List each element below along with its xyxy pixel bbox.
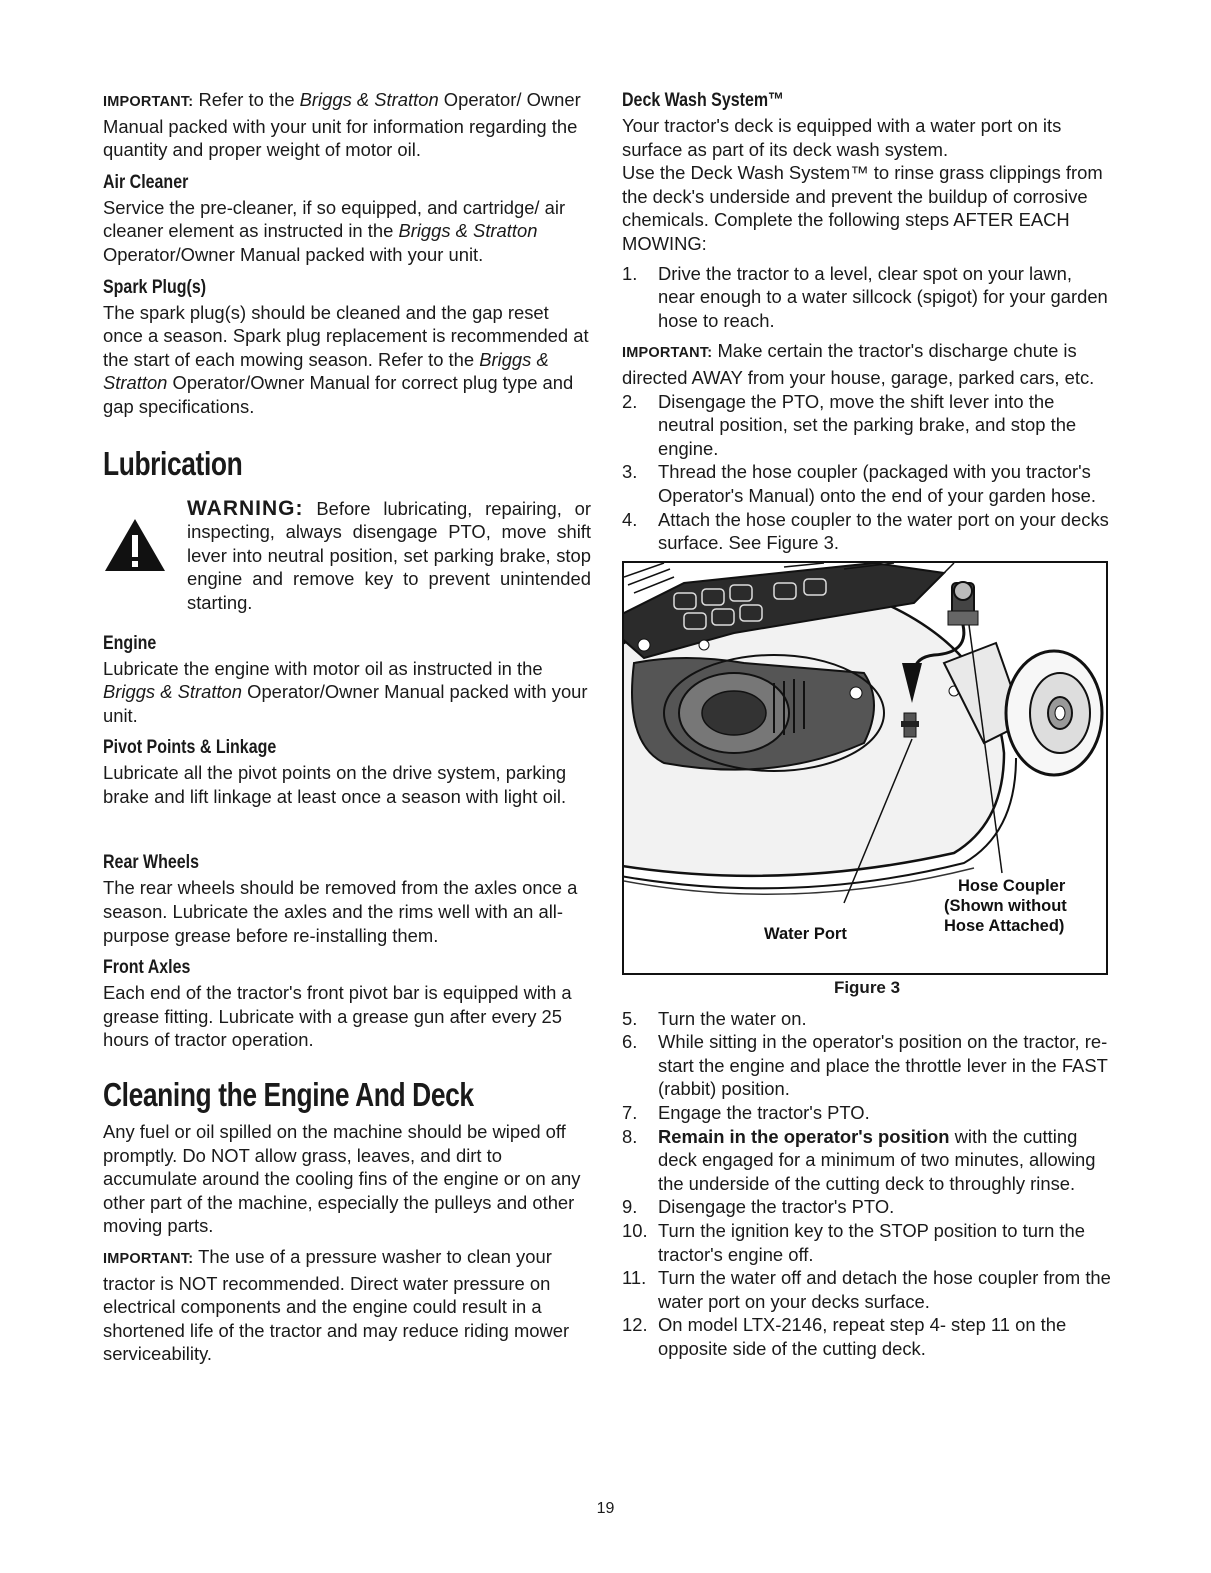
steps-list-2 [622,390,1112,555]
heading-pivot-points: Pivot Points & Linkage [103,736,277,759]
important-label: IMPORTANT: [103,1251,194,1267]
warning-triangle-icon [103,517,167,573]
heading-cleaning: Cleaning the Engine And Deck [103,1076,474,1114]
list-item: 7. Engage the tractor's PTO. [622,1102,870,1124]
label-water-port: Water Port [764,924,847,943]
warning-box [103,497,591,615]
heading-rear-wheels: Rear Wheels [103,851,199,874]
page-number: 19 [596,1500,615,1517]
air-cleaner-text: Service the pre-cleaner, if so equipped, and cartridge/ air cleaner element as instructed in the Briggs & Stratton Operator/Owner Manual packed with your unit. [103,196,566,265]
list-item: 3. Thread the hose coupler (packaged with you tractor's Operator's Manual) onto the end of your garden hose. [622,461,1097,506]
steps-list-1 [622,262,1112,333]
figure-caption: Figure 3 [833,977,901,997]
deck-wash-text-1: Your tractor's deck is equipped with a water port on its surface as part of its deck wash system. [622,115,1062,160]
important-label: IMPORTANT: [622,345,713,362]
spark-plug-text: The spark plug(s) should be cleaned and the gap reset once a season. Spark plug replacement is recommended at the start of each mowing season. Refer to the Briggs & Stratton Operator/Owner Manual for correct plug type and gap specifications. [103,301,589,417]
important-label: IMPORTANT: [103,94,194,110]
warning-text: WARNING: Before lubricating, repairing, or inspecting, always disengage PTO, move shift lever into neutral position, set parking brake, stop engine and remove key to prevent unintended starting. [187,496,591,613]
list-item: 12. On model LTX-2146, repeat step 4- step 11 on the opposite side of the cutting deck. [622,1314,1067,1359]
label-hose-coupler-1: Hose Coupler [958,876,1066,895]
deck-wash-text-2: Use the Deck Wash System™ to rinse grass clippings from the deck's underside and prevent the buildup of corrosive chemicals. Complete the following steps AFTER EACH MOWING: [622,162,1103,254]
pivot-text: Lubricate all the pivot points on the drive system, parking brake and lift linkage at least once a season with light oil. [103,762,567,807]
important-note-pressure-washer: IMPORTANT: The use of a pressure washer to clean your tractor is NOT recommended. Direct water pressure on electrical components and the engine could result in a shortened life of the tractor and may reduce riding mower serviceability. [103,1246,570,1365]
important-note-discharge: IMPORTANT: Make certain the tractor's discharge chute is directed AWAY from your house, garage, parked cars, etc. [622,340,1095,388]
list-item: 10. Turn the ignition key to the STOP position to turn the tractor's engine off. [622,1220,1085,1265]
heading-lubrication: Lubrication [103,444,243,482]
list-item: 11. Turn the water off and detach the hose coupler from the water port on your decks surface. [622,1267,1111,1312]
label-hose-coupler-2: (Shown without [944,896,1067,915]
label-hose-coupler-3: Hose Attached) [944,916,1065,935]
important-note-oil: IMPORTANT: Refer to the Briggs & Stratton Operator/ Owner Manual packed with your unit for information regarding the quantity and proper weight of motor oil. [103,89,581,161]
rear-wheels-text: The rear wheels should be removed from the axles once a season. Lubricate the axles and the rims well with an all-purpose grease before re-installing them. [103,877,578,946]
cleaning-text: Any fuel or oil spilled on the machine should be wiped off promptly. Do NOT allow grass, leaves, and dirt to accumulate around the cooling fins of the engine or on any other part of the machine, especially the pulleys and other moving parts. [103,1121,581,1237]
heading-spark-plug: Spark Plug(s) [103,275,207,298]
front-axles-text: Each end of the tractor's front pivot bar is equipped with a grease fitting. Lubricate with a grease gun after every 25 hours of tractor operation. [103,982,572,1051]
heading-front-axles: Front Axles [103,956,191,979]
list-item: 6. While sitting in the operator's position on the tractor, re-start the engine and place the throttle lever in the FAST (rabbit) position. [622,1031,1108,1100]
list-item: 9. Disengage the tractor's PTO. [622,1196,895,1218]
list-item: 2. Disengage the PTO, move the shift lever into the neutral position, set the parking brake, and stop the engine. [622,390,1077,459]
steps-list-3 [622,1007,1112,1361]
engine-text: Lubricate the engine with motor oil as instructed in the Briggs & Stratton Operator/Owner Manual packed with your unit. [103,657,588,726]
list-item: 5. Turn the water on. [622,1007,807,1029]
list-item: 8. Remain in the operator's position with the cutting deck engaged for a minimum of two minutes, allowing the underside of the cutting deck to throughly rinse. [622,1125,1096,1194]
right-column [622,88,1112,1361]
figure-3-illustration [622,561,1108,975]
heading-air-cleaner: Air Cleaner [103,170,189,193]
heading-deck-wash: Deck Wash System™ [622,89,785,111]
warning-label: WARNING: [187,496,304,520]
list-item: 1. Drive the tractor to a level, clear spot on your lawn, near enough to a water sillcock (spigot) for your garden hose to reach. [622,262,1108,331]
left-column [103,88,591,1366]
heading-engine: Engine [103,631,157,654]
list-item: 4. Attach the hose coupler to the water port on your decks surface. See Figure 3. [622,508,1109,554]
deck-illustration [624,563,1106,973]
